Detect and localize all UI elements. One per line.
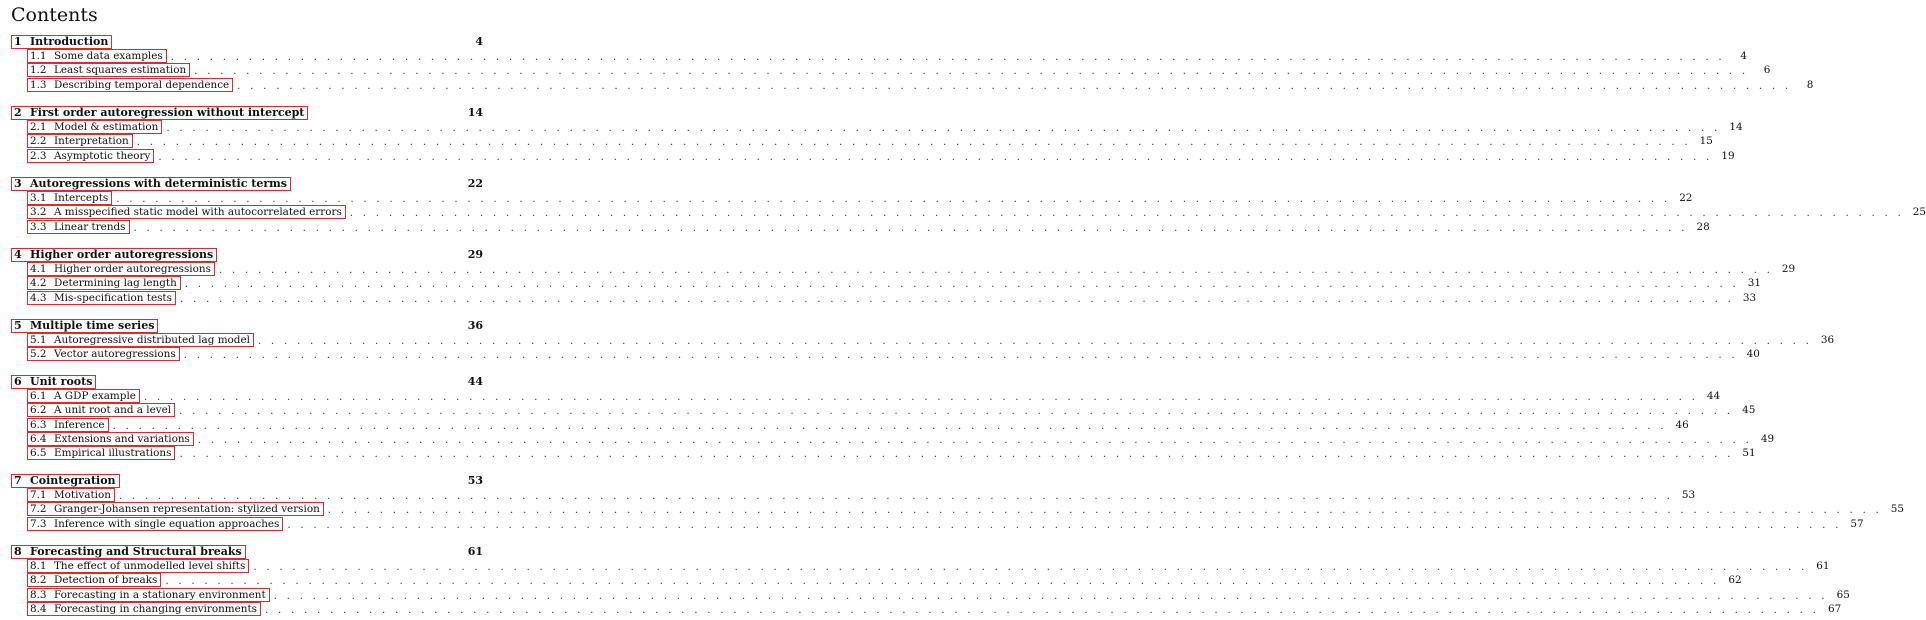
chapter-link[interactable] [11, 375, 96, 389]
section-title: Describing temporal dependence [54, 78, 230, 91]
section-number: 4.2 [30, 277, 47, 290]
chapter-number: 2 [14, 106, 22, 119]
section-title: Mis-specification tests [54, 291, 172, 304]
section-link[interactable] [27, 276, 181, 290]
section-link[interactable] [27, 446, 175, 460]
toc-section-row [11, 291, 1757, 305]
toc-section-row [11, 205, 1926, 220]
toc-section-row [11, 488, 1696, 503]
section-title: Granger-Johansen representation: stylized version [54, 503, 320, 516]
section-number: 8.3 [30, 588, 47, 601]
toc-section-row [11, 432, 1775, 446]
section-title: Vector autoregressions [54, 348, 176, 361]
section-link[interactable] [27, 403, 175, 417]
section-title: Model & estimation [54, 121, 159, 134]
section-number: 6.5 [30, 447, 47, 459]
page-number: 67 [1827, 602, 1842, 615]
dot-leader: . . . . . . . . . . . . . . . . . . . . . . . . . . . . . . . . . . . . . . . . . . . . . . . . . . . . . . . . . . . . . . . . . . . . . . . . . . . . . . . . . . . . . . . . . . . . . . . . . . . . . . . . . . . . . . . . . . . . . . . . [253, 561, 1808, 574]
section-title: The effect of unmodelled level shifts [54, 560, 246, 573]
page-number: 22 [1679, 192, 1693, 205]
chapter-title: Autoregressions with deterministic terms [30, 177, 287, 190]
dot-leader: . . . . . . . . . . . . . . . . . . . . . . . . . . . . . . . . . . . . . . . . . . . . . . . . . . . . . . . . . . . . . . . . . . . . . . . . . . . . . . . . . . . . . . . . . . . . . . . . . . . . . . . . . . . . . . . . . . . . . . . . [237, 79, 1792, 92]
chapter-title: First order autoregression without intercept [30, 106, 305, 119]
section-number: 8.2 [30, 574, 47, 587]
page-number: 51 [1742, 447, 1756, 459]
section-number: 3.2 [30, 206, 47, 219]
section-number: 2.3 [30, 149, 47, 162]
section-number: 1.2 [30, 64, 47, 77]
section-number: 1.3 [30, 78, 47, 91]
page-number: 44 [467, 375, 483, 388]
toc-section-row [11, 403, 1756, 418]
page-number: 61 [1816, 560, 1830, 573]
chapter-number: 8 [14, 545, 22, 558]
section-title: Determining lag length [54, 277, 177, 290]
toc-section-row [11, 517, 1864, 531]
page-number: 55 [1890, 503, 1904, 516]
toc-section-row [11, 389, 1721, 404]
toc-section-row [11, 573, 1742, 588]
section-link[interactable] [27, 418, 109, 432]
section-title: Asymptotic theory [54, 149, 151, 162]
chapter-link[interactable] [11, 319, 158, 333]
section-link[interactable] [27, 588, 270, 602]
section-link[interactable] [27, 63, 190, 77]
page-number: 25 [1912, 206, 1926, 219]
section-link[interactable] [27, 559, 249, 573]
page-number: 29 [467, 248, 483, 261]
dot-leader: . . . . . . . . . . . . . . . . . . . . . . . . . . . . . . . . . . . . . . . . . . . . . . . . . . . . . . . . . . . . . . . . . . . . . . . . . . . . . . . . . . . . . . . . . . . . . . . . . . . . . . . . . . . . . . . . . . . . . . . . [265, 603, 1820, 616]
section-link[interactable] [27, 488, 115, 502]
section-title: Inference with single equation approaches [54, 517, 280, 530]
toc-chapter-row [11, 474, 483, 488]
chapter-link[interactable] [11, 35, 112, 49]
page-number: 14 [1729, 121, 1743, 134]
page-number: 19 [1721, 149, 1735, 162]
section-title: Least squares estimation [54, 64, 187, 77]
chapter-title: Unit roots [30, 375, 93, 388]
toc-section-row [11, 559, 1830, 574]
dot-leader: . . . . . . . . . . . . . . . . . . . . . . . . . . . . . . . . . . . . . . . . . . . . . . . . . . . . . . . . . . . . . . . . . . . . . . . . . . . . . . . . . . . . . . . . . . . . . . . . . . . . . . . . . . . . . . . . . . . . . . . . [287, 518, 1842, 531]
page-number: 8 [1806, 78, 1814, 91]
section-number: 4.1 [30, 263, 47, 276]
page-number: 31 [1747, 277, 1761, 290]
section-link[interactable] [27, 347, 180, 361]
page-number: 36 [467, 319, 483, 332]
dot-leader: . . . . . . . . . . . . . . . . . . . . . . . . . . . . . . . . . . . . . . . . . . . . . . . . . . . . . . . . . . . . . . . . . . . . . . . . . . . . . . . . . . . . . . . . . . . . . . . . . . . . . . . . . . . . . . . . . . . . . . . . [327, 504, 1882, 517]
chapter-title: Multiple time series [30, 319, 155, 332]
page-number: 4 [475, 35, 483, 48]
section-number: 6.1 [30, 390, 47, 403]
page-number: 6 [1763, 64, 1771, 77]
section-link[interactable] [27, 517, 283, 531]
toc-section-row [11, 220, 1710, 234]
page-number: 53 [467, 474, 483, 487]
section-link[interactable] [27, 333, 254, 347]
section-link[interactable] [27, 573, 161, 587]
dot-leader: . . . . . . . . . . . . . . . . . . . . . . . . . . . . . . . . . . . . . . . . . . . . . . . . . . . . . . . . . . . . . . . . . . . . . . . . . . . . . . . . . . . . . . . . . . . . . . . . . . . . . . . . . . . . . . . . . . . . . . . . [257, 335, 1813, 348]
section-title: Forecasting in changing environments [54, 602, 257, 615]
section-title: Interpretation [54, 135, 129, 148]
chapter-number: 6 [14, 375, 22, 388]
section-title: A unit root and a level [54, 404, 172, 417]
toc-section-row [11, 120, 1743, 135]
toc-chapter-row [11, 545, 483, 559]
toc-section-row [11, 63, 1771, 78]
chapter-number: 7 [14, 474, 22, 487]
chapter-number: 1 [14, 35, 22, 48]
section-number: 7.2 [30, 503, 47, 516]
page-number: 53 [1681, 489, 1696, 502]
section-number: 5.1 [30, 334, 47, 347]
section-title: Higher order autoregressions [54, 263, 211, 276]
section-number: 5.2 [30, 348, 47, 361]
toc-section-row [11, 446, 1756, 460]
dot-leader [250, 547, 461, 559]
section-number: 7.1 [30, 489, 47, 502]
dot-leader [295, 179, 461, 191]
dot-leader: . . . . . . . . . . . . . . . . . . . . . . . . . . . . . . . . . . . . . . . . . . . . . . . . . . . . . . . . . . . . . . . . . . . . . . . . . . . . . . . . . . . . . . . . . . . . . . . . . . . . . . . . . . . . . . . . . . . . . . . . [197, 433, 1753, 446]
chapter-link[interactable] [11, 177, 291, 191]
section-number: 6.3 [30, 418, 47, 431]
section-number: 4.3 [30, 291, 47, 304]
dot-leader: . . . . . . . . . . . . . . . . . . . . . . . . . . . . . . . . . . . . . . . . . . . . . . . . . . . . . . . . . . . . . . . . . . . . . . . . . . . . . . . . . . . . . . . . . . . . . . . . . . . . . . . . . . . . . . . . . . . . . . . . [136, 136, 1691, 149]
dot-leader: . . . . . . . . . . . . . . . . . . . . . . . . . . . . . . . . . . . . . . . . . . . . . . . . . . . . . . . . . . . . . . . . . . . . . . . . . . . . . . . . . . . . . . . . . . . . . . . . . . . . . . . . . . . . . . . . . . . . . . . . [170, 51, 1725, 64]
page-number: 22 [467, 177, 483, 190]
toc-section-row [11, 502, 1904, 517]
section-title: Intercepts [54, 192, 109, 205]
chapter-number: 3 [14, 177, 22, 190]
page-number: 62 [1728, 574, 1742, 587]
section-link[interactable] [27, 134, 133, 148]
toc-section-row [11, 149, 1735, 163]
toc-section-row [11, 333, 1835, 348]
contents-heading: Contents [11, 4, 98, 26]
section-number: 8.4 [30, 602, 47, 615]
section-link[interactable] [27, 149, 154, 163]
section-number: 3.3 [30, 220, 47, 233]
dot-leader: . . . . . . . . . . . . . . . . . . . . . . . . . . . . . . . . . . . . . . . . . . . . . . . . . . . . . . . . . . . . . . . . . . . . . . . . . . . . . . . . . . . . . . . . . . . . . . . . . . . . . . . . . . . . . . . . . . . . . . . . [273, 589, 1828, 602]
section-link[interactable] [27, 78, 233, 92]
dot-leader: . . . . . . . . . . . . . . . . . . . . . . . . . . . . . . . . . . . . . . . . . . . . . . . . . . . . . . . . . . . . . . . . . . . . . . . . . . . . . . . . . . . . . . . . . . . . . . . . . . . . . . . . . . . . . . . . . . . . . . . . [218, 264, 1774, 277]
section-link[interactable] [27, 389, 140, 403]
section-link[interactable] [27, 262, 215, 276]
page-number: 4 [1740, 50, 1747, 63]
section-link[interactable] [27, 291, 176, 305]
page-number: 15 [1699, 135, 1713, 148]
section-link[interactable] [27, 502, 324, 516]
dot-leader [162, 321, 461, 333]
chapter-number: 5 [14, 319, 22, 332]
page-number: 57 [1850, 517, 1864, 530]
section-number: 1.1 [30, 50, 47, 63]
section-title: Forecasting in a stationary environment [54, 588, 266, 601]
toc-section-row [11, 191, 1693, 206]
page-number: 36 [1820, 334, 1835, 347]
dot-leader: . . . . . . . . . . . . . . . . . . . . . . . . . . . . . . . . . . . . . . . . . . . . . . . . . . . . . . . . . . . . . . . . . . . . . . . . . . . . . . . . . . . . . . . . . . . . . . . . . . . . . . . . . . . . . . . . . . . . . . . . [118, 490, 1674, 503]
section-title: Motivation [54, 489, 111, 502]
section-title: Linear trends [54, 220, 126, 233]
section-link[interactable] [27, 205, 346, 219]
chapter-title: Cointegration [30, 474, 116, 487]
dot-leader [221, 250, 461, 262]
dot-leader: . . . . . . . . . . . . . . . . . . . . . . . . . . . . . . . . . . . . . . . . . . . . . . . . . . . . . . . . . . . . . . . . . . . . . . . . . . . . . . . . . . . . . . . . . . . . . . . . . . . . . . . . . . . . . . . . . . . . . . . . [133, 221, 1688, 234]
section-link[interactable] [27, 602, 261, 616]
page-number: 49 [1760, 432, 1775, 445]
section-title: Extensions and variations [54, 432, 190, 445]
toc-chapter-row [11, 106, 483, 120]
page-number: 29 [1781, 263, 1796, 276]
dot-leader: . . . . . . . . . . . . . . . . . . . . . . . . . . . . . . . . . . . . . . . . . . . . . . . . . . . . . . . . . . . . . . . . . . . . . . . . . . . . . . . . . . . . . . . . . . . . . . . . . . . . . . . . . . . . . . . . . . . . . . . . [112, 419, 1667, 432]
toc-section-row [11, 262, 1796, 277]
dot-leader: . . . . . . . . . . . . . . . . . . . . . . . . . . . . . . . . . . . . . . . . . . . . . . . . . . . . . . . . . . . . . . . . . . . . . . . . . . . . . . . . . . . . . . . . . . . . . . . . . . . . . . . . . . . . . . . . . . . . . . . . [166, 122, 1721, 135]
toc-chapter-row [11, 177, 483, 191]
section-number: 2.2 [30, 135, 47, 148]
page-number: 61 [467, 545, 483, 558]
section-link[interactable] [27, 432, 194, 446]
page-number: 45 [1742, 404, 1756, 417]
dot-leader: . . . . . . . . . . . . . . . . . . . . . . . . . . . . . . . . . . . . . . . . . . . . . . . . . . . . . . . . . . . . . . . . . . . . . . . . . . . . . . . . . . . . . . . . . . . . . . . . . . . . . . . . . . . . . . . . . . . . . . . . [349, 207, 1904, 220]
chapter-link[interactable] [11, 248, 217, 262]
section-title: A GDP example [54, 390, 136, 403]
chapter-link[interactable] [11, 474, 120, 488]
section-link[interactable] [27, 120, 162, 134]
chapter-link[interactable] [11, 545, 246, 559]
toc-chapter-row [11, 375, 483, 389]
page-number: 33 [1742, 291, 1757, 304]
section-link[interactable] [27, 49, 167, 63]
section-title: Some data examples [54, 50, 163, 63]
dot-leader: . . . . . . . . . . . . . . . . . . . . . . . . . . . . . . . . . . . . . . . . . . . . . . . . . . . . . . . . . . . . . . . . . . . . . . . . . . . . . . . . . . . . . . . . . . . . . . . . . . . . . . . . . . . . . . . . . . . . . . . . [179, 448, 1734, 460]
section-link[interactable] [27, 220, 130, 234]
toc-section-row [11, 347, 1760, 362]
dot-leader: . . . . . . . . . . . . . . . . . . . . . . . . . . . . . . . . . . . . . . . . . . . . . . . . . . . . . . . . . . . . . . . . . . . . . . . . . . . . . . . . . . . . . . . . . . . . . . . . . . . . . . . . . . . . . . . . . . . . . . . . [179, 292, 1735, 305]
dot-leader [116, 37, 461, 49]
toc-chapter-row [11, 319, 483, 333]
section-title: Empirical illustrations [54, 447, 172, 459]
section-title: Autoregressive distributed lag model [54, 334, 250, 347]
page-number: 44 [1706, 390, 1721, 403]
section-number: 3.1 [30, 192, 47, 205]
page-number: 65 [1836, 588, 1850, 601]
section-number: 7.3 [30, 517, 47, 530]
toc-section-row [11, 78, 1814, 92]
chapter-link[interactable] [11, 106, 308, 120]
section-number: 8.1 [30, 560, 47, 573]
chapter-title: Introduction [30, 35, 109, 48]
dot-leader: . . . . . . . . . . . . . . . . . . . . . . . . . . . . . . . . . . . . . . . . . . . . . . . . . . . . . . . . . . . . . . . . . . . . . . . . . . . . . . . . . . . . . . . . . . . . . . . . . . . . . . . . . . . . . . . . . . . . . . . . [116, 193, 1671, 206]
dot-leader [124, 476, 461, 488]
toc-section-row [11, 602, 1842, 616]
chapter-title: Higher order autoregressions [30, 248, 214, 261]
section-number: 2.1 [30, 121, 47, 134]
page-number: 28 [1696, 220, 1710, 233]
section-number: 6.4 [30, 432, 47, 445]
page-number: 46 [1675, 418, 1689, 431]
dot-leader: . . . . . . . . . . . . . . . . . . . . . . . . . . . . . . . . . . . . . . . . . . . . . . . . . . . . . . . . . . . . . . . . . . . . . . . . . . . . . . . . . . . . . . . . . . . . . . . . . . . . . . . . . . . . . . . . . . . . . . . . [183, 349, 1738, 362]
dot-leader [312, 108, 461, 120]
section-link[interactable] [27, 191, 112, 205]
page-number: 14 [467, 106, 483, 119]
dot-leader: . . . . . . . . . . . . . . . . . . . . . . . . . . . . . . . . . . . . . . . . . . . . . . . . . . . . . . . . . . . . . . . . . . . . . . . . . . . . . . . . . . . . . . . . . . . . . . . . . . . . . . . . . . . . . . . . . . . . . . . . [158, 150, 1713, 163]
toc-section-row [11, 588, 1850, 602]
toc-section-row [11, 49, 1747, 64]
toc-chapter-row [11, 248, 483, 262]
section-title: Inference [54, 418, 105, 431]
toc-section-row [11, 418, 1689, 432]
chapter-title: Forecasting and Structural breaks [30, 545, 242, 558]
toc-chapter-row [11, 35, 483, 49]
dot-leader: . . . . . . . . . . . . . . . . . . . . . . . . . . . . . . . . . . . . . . . . . . . . . . . . . . . . . . . . . . . . . . . . . . . . . . . . . . . . . . . . . . . . . . . . . . . . . . . . . . . . . . . . . . . . . . . . . . . . . . . . [179, 405, 1734, 418]
section-title: Detection of breaks [54, 574, 158, 587]
section-number: 6.2 [30, 404, 47, 417]
dot-leader [100, 377, 461, 389]
dot-leader: . . . . . . . . . . . . . . . . . . . . . . . . . . . . . . . . . . . . . . . . . . . . . . . . . . . . . . . . . . . . . . . . . . . . . . . . . . . . . . . . . . . . . . . . . . . . . . . . . . . . . . . . . . . . . . . . . . . . . . . . [143, 391, 1699, 404]
chapter-number: 4 [14, 248, 22, 261]
dot-leader: . . . . . . . . . . . . . . . . . . . . . . . . . . . . . . . . . . . . . . . . . . . . . . . . . . . . . . . . . . . . . . . . . . . . . . . . . . . . . . . . . . . . . . . . . . . . . . . . . . . . . . . . . . . . . . . . . . . . . . . . [194, 65, 1749, 78]
toc-section-row [11, 276, 1761, 291]
dot-leader: . . . . . . . . . . . . . . . . . . . . . . . . . . . . . . . . . . . . . . . . . . . . . . . . . . . . . . . . . . . . . . . . . . . . . . . . . . . . . . . . . . . . . . . . . . . . . . . . . . . . . . . . . . . . . . . . . . . . . . . . [165, 575, 1720, 588]
dot-leader: . . . . . . . . . . . . . . . . . . . . . . . . . . . . . . . . . . . . . . . . . . . . . . . . . . . . . . . . . . . . . . . . . . . . . . . . . . . . . . . . . . . . . . . . . . . . . . . . . . . . . . . . . . . . . . . . . . . . . . . . [184, 278, 1739, 291]
page-number: 40 [1746, 348, 1760, 361]
section-title: A misspecified static model with autocorrelated errors [54, 206, 342, 219]
toc-section-row [11, 134, 1713, 149]
